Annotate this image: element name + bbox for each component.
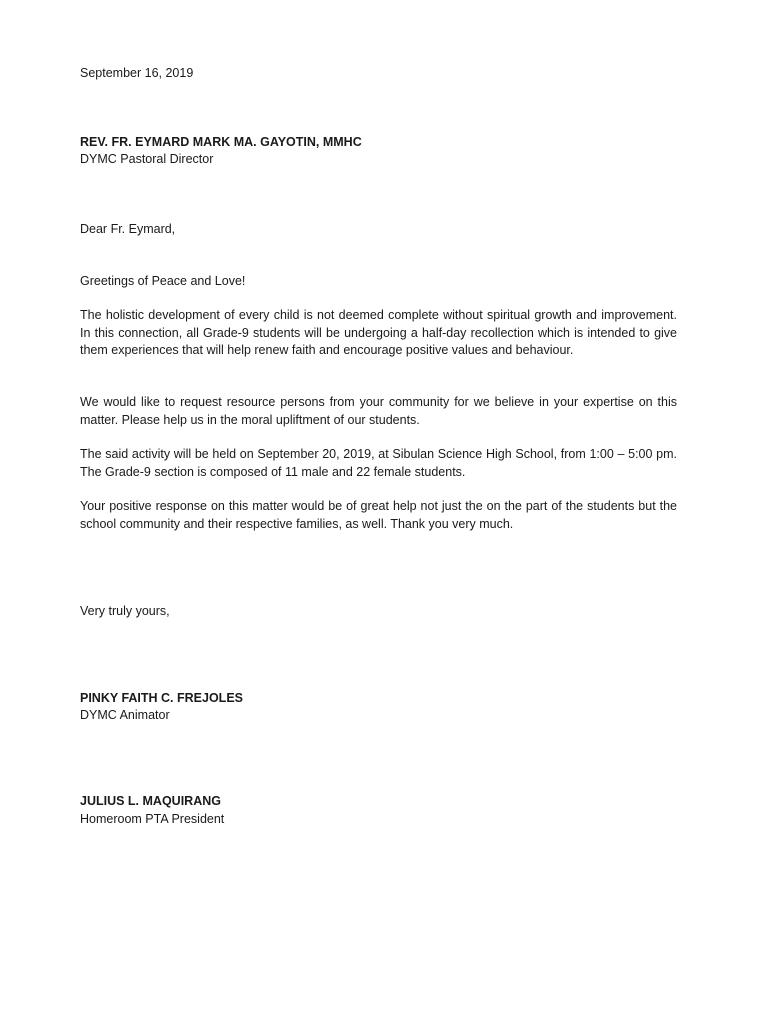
signatory-2-name: JULIUS L. MAQUIRANG (80, 794, 221, 808)
signatory-2-title: Homeroom PTA President (80, 812, 225, 826)
body-paragraph-4: Your positive response on this matter would be of great help not just the on the part of the students but the school community and their respective families, as well. Thank you very much. (80, 499, 677, 531)
body-paragraph-3: The said activity will be held on September 20, 2019, at Sibulan Science High School, from 1:00 – 5:00 pm. The Grade-9 section is composed of 11 male and 22 female students. (80, 447, 677, 479)
recipient-title: DYMC Pastoral Director (80, 152, 214, 166)
letter-date: September 16, 2019 (80, 66, 194, 80)
recipient-name: REV. FR. EYMARD MARK MA. GAYOTIN, MMHC (80, 135, 362, 149)
body-paragraph-2: We would like to request resource persons from your community for we believe in your expertise on this matter. Please help us in the moral upliftment of our students. (80, 395, 677, 427)
signatory-1-name: PINKY FAITH C. FREJOLES (80, 691, 243, 705)
signatory-1-title: DYMC Animator (80, 708, 170, 722)
closing: Very truly yours, (80, 604, 170, 618)
greeting: Greetings of Peace and Love! (80, 274, 246, 288)
body-paragraph-1: The holistic development of every child is not deemed complete without spiritual growth and improvement. In this connection, all Grade-9 students will be undergoing a half-day recollection which is intended to give them experiences that will help renew faith and encourage positive values and behaviour. (80, 308, 677, 357)
salutation: Dear Fr. Eymard, (80, 222, 176, 236)
